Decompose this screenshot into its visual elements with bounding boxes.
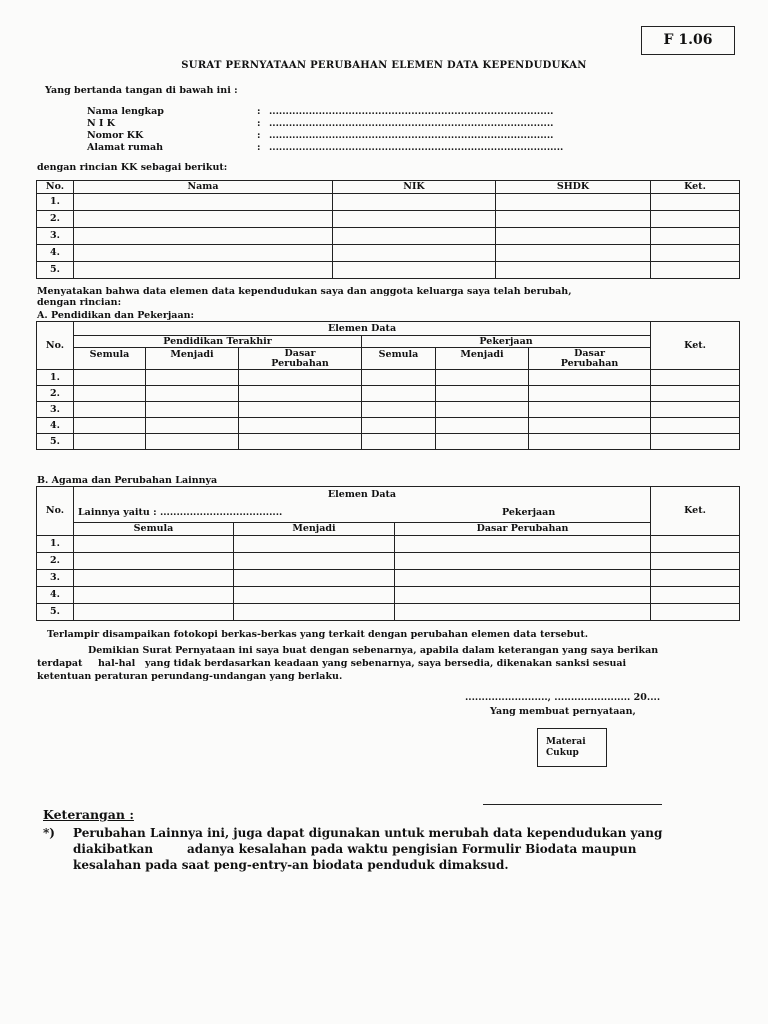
kk-table xyxy=(36,180,740,279)
col-header-semula: Semula xyxy=(74,523,234,536)
keterangan-title: Keterangan : xyxy=(43,807,134,822)
group-header-pekerjaan: Pekerjaan xyxy=(362,336,651,348)
row-number: 3. xyxy=(37,228,74,245)
col-header-ket: Ket. xyxy=(651,487,740,536)
section-b-header-row-2 xyxy=(37,503,740,523)
section-a-header-row-3 xyxy=(37,348,740,370)
table-row xyxy=(37,262,740,279)
keterangan-marker: *) xyxy=(43,826,55,840)
row-number: 4. xyxy=(37,587,74,604)
cell[interactable] xyxy=(234,570,395,587)
col-header-menjadi: Menjadi xyxy=(234,523,395,536)
col-header-semula: Semula xyxy=(362,348,436,370)
row-number: 4. xyxy=(37,245,74,262)
col-header-no: No. xyxy=(37,487,74,536)
cell-shdk[interactable] xyxy=(496,194,651,211)
cell-nik[interactable] xyxy=(333,194,496,211)
table-row xyxy=(37,211,740,228)
table-row xyxy=(37,418,740,434)
table-row xyxy=(37,402,740,418)
table-row xyxy=(37,536,740,553)
cell[interactable] xyxy=(362,434,436,450)
section-a-header-row-2 xyxy=(37,336,740,348)
row-number: 5. xyxy=(37,604,74,621)
table-row xyxy=(37,386,740,402)
field-colon: : xyxy=(257,142,261,153)
cell-ket[interactable] xyxy=(651,228,740,245)
form-code-box: F 1.06 xyxy=(641,26,735,55)
closing-line-2-rest: yang tidak berdasarkan keadaan yang sebenarnya, saya bersedia, dikenakan sanksi sesuai xyxy=(145,658,627,669)
cell-nik[interactable] xyxy=(333,245,496,262)
keterangan-word-diakibatkan: diakibatkan xyxy=(73,842,154,856)
row-number: 2. xyxy=(37,211,74,228)
cell-ket[interactable] xyxy=(651,245,740,262)
row-number: 5. xyxy=(37,434,74,450)
section-b-header-row-1 xyxy=(37,487,740,503)
field-colon: : xyxy=(257,106,261,117)
cell[interactable] xyxy=(239,434,362,450)
field-colon: : xyxy=(257,130,261,141)
cell[interactable] xyxy=(74,386,146,402)
lainnya-header xyxy=(74,503,651,523)
cell[interactable] xyxy=(529,418,651,434)
closing-line-3: ketentuan peraturan perundang-undangan yang berlaku. xyxy=(37,671,343,682)
cell[interactable] xyxy=(234,587,395,604)
elemen-data-header: Elemen Data xyxy=(74,322,651,336)
row-number: 3. xyxy=(37,402,74,418)
lainnya-label[interactable]: Lainnya yaitu : ..................................... xyxy=(78,506,283,518)
elemen-data-header: Elemen Data xyxy=(74,487,651,503)
row-number: 2. xyxy=(37,386,74,402)
row-number: 2. xyxy=(37,553,74,570)
cell[interactable] xyxy=(239,386,362,402)
cell[interactable] xyxy=(529,386,651,402)
cell[interactable] xyxy=(146,418,239,434)
field-value-dots[interactable]: ...................................................................................... xyxy=(269,130,554,141)
cell[interactable] xyxy=(234,536,395,553)
closing-word-terdapat: terdapat xyxy=(37,658,83,669)
cell[interactable] xyxy=(395,536,651,553)
cell[interactable] xyxy=(395,587,651,604)
section-a-title: A. Pendidikan dan Pekerjaan: xyxy=(37,310,195,321)
closing-line-1: Demikian Surat Pernyataan ini saya buat dengan sebenarnya, apabila dalam keterangan yang saya berikan xyxy=(88,645,659,656)
col-header-dasar-perubahan xyxy=(239,348,362,370)
col-header-dasar-perubahan xyxy=(529,348,651,370)
cell[interactable] xyxy=(436,402,529,418)
cell[interactable] xyxy=(74,402,146,418)
cell[interactable] xyxy=(239,370,362,386)
table-row xyxy=(37,587,740,604)
cell-shdk[interactable] xyxy=(496,262,651,279)
cell[interactable] xyxy=(529,370,651,386)
cell-nama[interactable] xyxy=(74,245,333,262)
section-b-table xyxy=(36,486,740,621)
cell[interactable] xyxy=(395,570,651,587)
col-header-shdk: SHDK xyxy=(496,181,651,194)
row-number: 5. xyxy=(37,262,74,279)
field-value-dots[interactable]: ......................................................................................... xyxy=(269,142,564,153)
kk-header-row xyxy=(37,181,740,194)
section-b-header-row-3 xyxy=(37,523,740,536)
cell[interactable] xyxy=(74,553,234,570)
dasar-label: Dasar xyxy=(574,347,605,359)
field-colon: : xyxy=(257,118,261,129)
cell[interactable] xyxy=(362,386,436,402)
cell-nik[interactable] xyxy=(333,262,496,279)
pekerjaan-label: Pekerjaan xyxy=(502,506,556,518)
cell[interactable] xyxy=(234,553,395,570)
section-a-table xyxy=(36,321,740,450)
cell[interactable] xyxy=(651,604,740,621)
kk-intro-text: dengan rincian KK sebagai berikut: xyxy=(37,162,228,173)
row-number: 3. xyxy=(37,570,74,587)
cell-nama[interactable] xyxy=(74,211,333,228)
row-number: 1. xyxy=(37,370,74,386)
cell-nik[interactable] xyxy=(333,228,496,245)
section-b-title: B. Agama dan Perubahan Lainnya xyxy=(37,475,218,486)
cell-shdk[interactable] xyxy=(496,211,651,228)
closing-word-hal: hal-hal xyxy=(98,658,136,669)
cell[interactable] xyxy=(74,570,234,587)
attachment-note: Terlampir disampaikan fotokopi berkas-berkas yang terkait dengan perubahan elemen data tersebut. xyxy=(47,629,589,640)
cell[interactable] xyxy=(651,553,740,570)
cell[interactable] xyxy=(234,604,395,621)
section-a-header-row-1 xyxy=(37,322,740,336)
col-header-menjadi: Menjadi xyxy=(436,348,529,370)
cell[interactable] xyxy=(436,386,529,402)
cell[interactable] xyxy=(395,604,651,621)
cell[interactable] xyxy=(362,402,436,418)
cell[interactable] xyxy=(651,434,740,450)
dasar-label: Dasar xyxy=(284,347,316,359)
cell[interactable] xyxy=(651,536,740,553)
cell[interactable] xyxy=(436,370,529,386)
table-row xyxy=(37,570,740,587)
cell[interactable] xyxy=(651,418,740,434)
field-label: Nama lengkap xyxy=(87,106,164,117)
materai-label: Materai xyxy=(546,737,586,747)
cell-ket[interactable] xyxy=(651,194,740,211)
col-header-no: No. xyxy=(37,181,74,194)
statement-line-2: dengan rincian: xyxy=(37,297,122,308)
cell[interactable] xyxy=(239,418,362,434)
group-header-pendidikan: Pendidikan Terakhir xyxy=(74,336,362,348)
cell[interactable] xyxy=(651,587,740,604)
table-row xyxy=(37,604,740,621)
cell[interactable] xyxy=(651,370,740,386)
table-row xyxy=(37,245,740,262)
field-label: Alamat rumah xyxy=(87,142,164,153)
signatory-label: Yang membuat pernyataan, xyxy=(490,706,636,717)
cell[interactable] xyxy=(395,553,651,570)
cell[interactable] xyxy=(239,402,362,418)
table-row xyxy=(37,434,740,450)
signature-line[interactable] xyxy=(483,804,662,805)
cell-nama[interactable] xyxy=(74,228,333,245)
perubahan-label: Perubahan xyxy=(271,357,329,369)
field-label: N I K xyxy=(87,118,115,129)
row-number: 1. xyxy=(37,536,74,553)
table-row xyxy=(37,370,740,386)
cell[interactable] xyxy=(651,386,740,402)
cell[interactable] xyxy=(529,434,651,450)
keterangan-line-1: Perubahan Lainnya ini, juga dapat digunakan untuk merubah data kependudukan yang xyxy=(73,826,663,840)
col-header-nik: NIK xyxy=(333,181,496,194)
cell-shdk[interactable] xyxy=(496,245,651,262)
cell[interactable] xyxy=(146,434,239,450)
perubahan-label: Perubahan xyxy=(560,357,619,369)
statement-line-1: Menyatakan bahwa data elemen data kependudukan saya dan anggota keluarga saya telah berubah, xyxy=(37,286,572,297)
cell[interactable] xyxy=(529,402,651,418)
field-value-dots[interactable]: ...................................................................................... xyxy=(269,106,554,117)
keterangan-line-3: kesalahan pada saat peng-entry-an biodata penduduk dimaksud. xyxy=(73,858,509,872)
cell[interactable] xyxy=(651,570,740,587)
cell[interactable] xyxy=(436,418,529,434)
cell[interactable] xyxy=(146,402,239,418)
materai-stamp-box xyxy=(537,728,607,767)
cell[interactable] xyxy=(146,370,239,386)
col-header-menjadi: Menjadi xyxy=(146,348,239,370)
cell-ket[interactable] xyxy=(651,262,740,279)
cell[interactable] xyxy=(74,418,146,434)
cell[interactable] xyxy=(362,370,436,386)
col-header-ket: Ket. xyxy=(651,322,740,370)
field-value-dots[interactable]: ...................................................................................... xyxy=(269,118,554,129)
cell[interactable] xyxy=(146,386,239,402)
keterangan-line-2-rest: adanya kesalahan pada waktu pengisian Formulir Biodata maupun xyxy=(187,842,637,856)
row-number: 4. xyxy=(37,418,74,434)
cell[interactable] xyxy=(74,536,234,553)
place-date-field[interactable]: ........................., ....................... 20.... xyxy=(465,692,661,703)
cell-nik[interactable] xyxy=(333,211,496,228)
field-label: Nomor KK xyxy=(87,130,144,141)
cell-ket[interactable] xyxy=(651,211,740,228)
cell[interactable] xyxy=(651,402,740,418)
cell[interactable] xyxy=(362,418,436,434)
cell[interactable] xyxy=(74,604,234,621)
intro-text: Yang bertanda tangan di bawah ini : xyxy=(45,85,238,96)
col-header-no: No. xyxy=(37,322,74,370)
col-header-nama: Nama xyxy=(74,181,333,194)
col-header-semula: Semula xyxy=(74,348,146,370)
document-title: SURAT PERNYATAAN PERUBAHAN ELEMEN DATA KEPENDUDUKAN xyxy=(181,60,587,71)
closing-line-2 xyxy=(37,658,729,670)
cell-shdk[interactable] xyxy=(496,228,651,245)
row-number: 1. xyxy=(37,194,74,211)
cell[interactable] xyxy=(436,434,529,450)
keterangan-line-2 xyxy=(73,842,723,856)
cell[interactable] xyxy=(74,434,146,450)
cell-nama[interactable] xyxy=(74,262,333,279)
cell-nama[interactable] xyxy=(74,194,333,211)
cell[interactable] xyxy=(74,370,146,386)
col-header-dasar-perubahan: Dasar Perubahan xyxy=(395,523,651,536)
table-row xyxy=(37,194,740,211)
table-row xyxy=(37,228,740,245)
col-header-ket: Ket. xyxy=(651,181,740,194)
cukup-label: Cukup xyxy=(546,748,579,758)
cell[interactable] xyxy=(74,587,234,604)
table-row xyxy=(37,553,740,570)
